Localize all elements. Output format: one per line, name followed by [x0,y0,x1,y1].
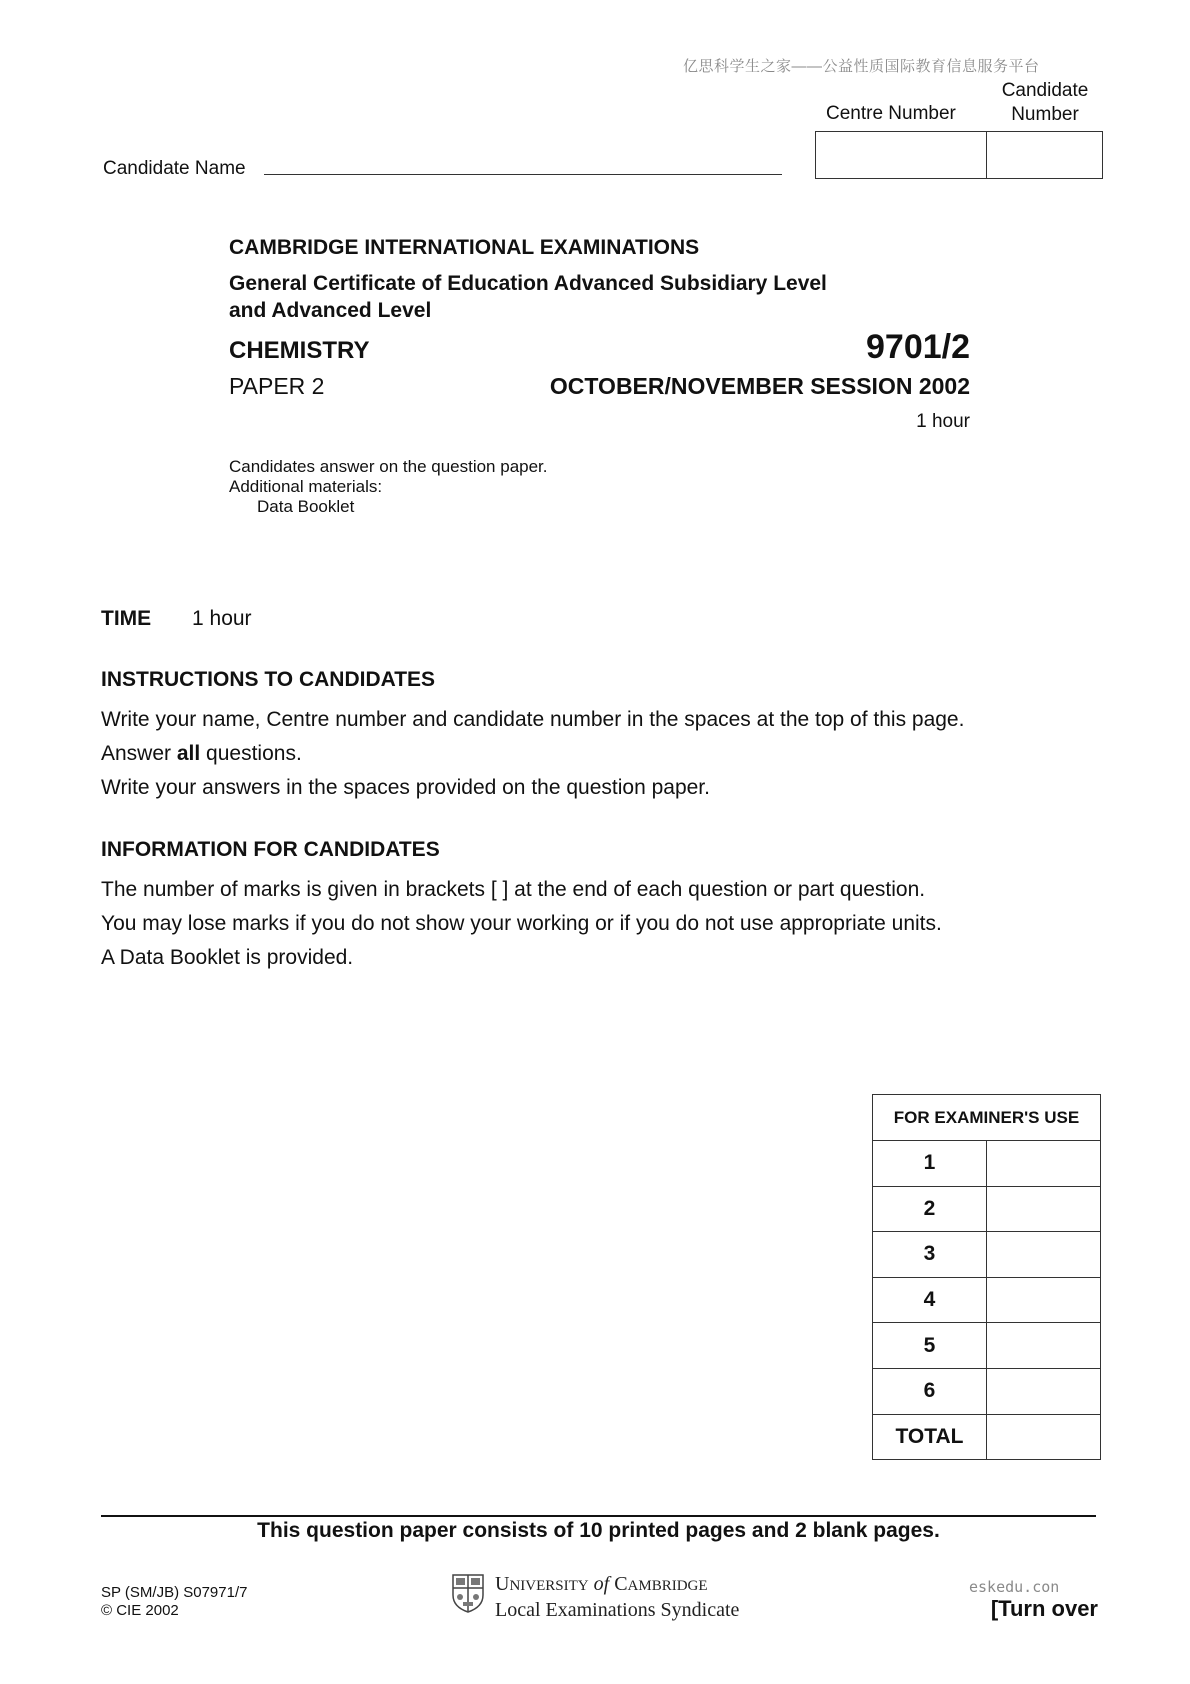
information-line-1: The number of marks is given in brackets [ ] at the end of each question or part question. [101,878,926,901]
organisation-title: CAMBRIDGE INTERNATIONAL EXAMINATIONS [229,236,700,259]
candidate-number-box[interactable] [987,132,1102,178]
information-body [101,873,1101,975]
table-row [873,1368,1101,1414]
candidate-name-label: Candidate Name [103,158,246,179]
materials-line-2: Additional materials: [229,477,383,496]
materials-note [229,457,548,517]
mark-cell[interactable] [987,1186,1101,1232]
table-row [873,1277,1101,1323]
number-boxes [815,131,1103,179]
table-row [873,1186,1101,1232]
materials-line-3: Data Booklet [257,497,355,516]
mark-cell[interactable] [987,1368,1101,1414]
exam-duration: 1 hour [916,411,970,432]
instruction-line-3: Write your answers in the spaces provided on the question paper. [101,776,710,799]
watermark-top-text: 亿思科学生之家——公益性质国际教育信息服务平台 [683,58,1040,75]
watermark-bottom-text: eskedu.con [969,1578,1060,1596]
question-number-cell: 6 [873,1368,987,1414]
subject-title: CHEMISTRY [229,337,370,364]
syndicate-name: Local Examinations Syndicate [495,1599,740,1621]
mark-cell[interactable] [987,1141,1101,1187]
question-number-cell: 5 [873,1323,987,1369]
uni-niversity: NIVERSITY [509,1578,589,1594]
pages-note: This question paper consists of 10 printed pages and 2 blank pages. [257,1519,940,1542]
information-line-2: You may lose marks if you do not show your working or if you do not use appropriate units. [101,912,942,935]
materials-line-1: Candidates answer on the question paper. [229,457,548,476]
qualification-line-2: and Advanced Level [229,299,432,322]
instruction-line-1: Write your name, Centre number and candidate number in the spaces at the top of this page. [101,708,965,731]
reference-line-1: SP (SM/JB) S07971/7 [101,1584,248,1601]
question-number-cell: 1 [873,1141,987,1187]
instructions-body [101,703,1101,805]
footer-divider [101,1515,1096,1517]
question-number-cell: 2 [873,1186,987,1232]
qualification-line-1: General Certificate of Education Advanced Subsidiary Level [229,272,827,295]
table-row [873,1323,1101,1369]
instruction-line-2-bold: all [176,742,201,765]
time-label: TIME [101,607,152,630]
syllabus-code: 9701/2 [866,328,970,366]
university-name [495,1572,739,1598]
turn-over-note: [Turn over [990,1596,1098,1621]
total-mark-cell[interactable] [987,1414,1101,1460]
uni-ambridge: AMBRIDGE [627,1578,708,1594]
copyright-line: © CIE 2002 [101,1602,179,1619]
information-line-3: A Data Booklet is provided. [101,946,354,969]
examiner-use-table [872,1094,1101,1460]
centre-number-label: Centre Number [826,103,956,124]
information-heading: INFORMATION FOR CANDIDATES [101,838,440,861]
candidate-name-field[interactable] [264,174,782,175]
question-number-cell: 3 [873,1232,987,1278]
uni-initial-u: U [495,1573,510,1595]
university-crest-icon [451,1573,485,1613]
examiner-table-header-row [873,1095,1101,1141]
question-number-cell: 4 [873,1277,987,1323]
instruction-line-2-suffix: questions. [200,742,302,765]
instruction-line-2 [101,737,1101,771]
total-label-cell: TOTAL [873,1414,987,1460]
paper-reference [101,1584,247,1620]
table-row [873,1232,1101,1278]
examiner-table-heading: FOR EXAMINER'S USE [873,1095,1101,1141]
table-row [873,1414,1101,1460]
paper-number: PAPER 2 [229,373,325,399]
candidate-number-label: Candidate Number [1001,80,1089,125]
instruction-line-2-prefix: Answer [101,742,177,765]
mark-cell[interactable] [987,1323,1101,1369]
uni-of: of [593,1573,610,1595]
mark-cell[interactable] [987,1232,1101,1278]
mark-cell[interactable] [987,1277,1101,1323]
instructions-heading: INSTRUCTIONS TO CANDIDATES [101,668,436,691]
time-value: 1 hour [192,607,252,630]
table-row [873,1141,1101,1187]
centre-number-box[interactable] [816,132,987,178]
qualification-title [229,270,909,324]
university-logo-text [495,1572,739,1622]
exam-session: OCTOBER/NOVEMBER SESSION 2002 [549,373,970,399]
uni-initial-c: C [614,1573,628,1595]
